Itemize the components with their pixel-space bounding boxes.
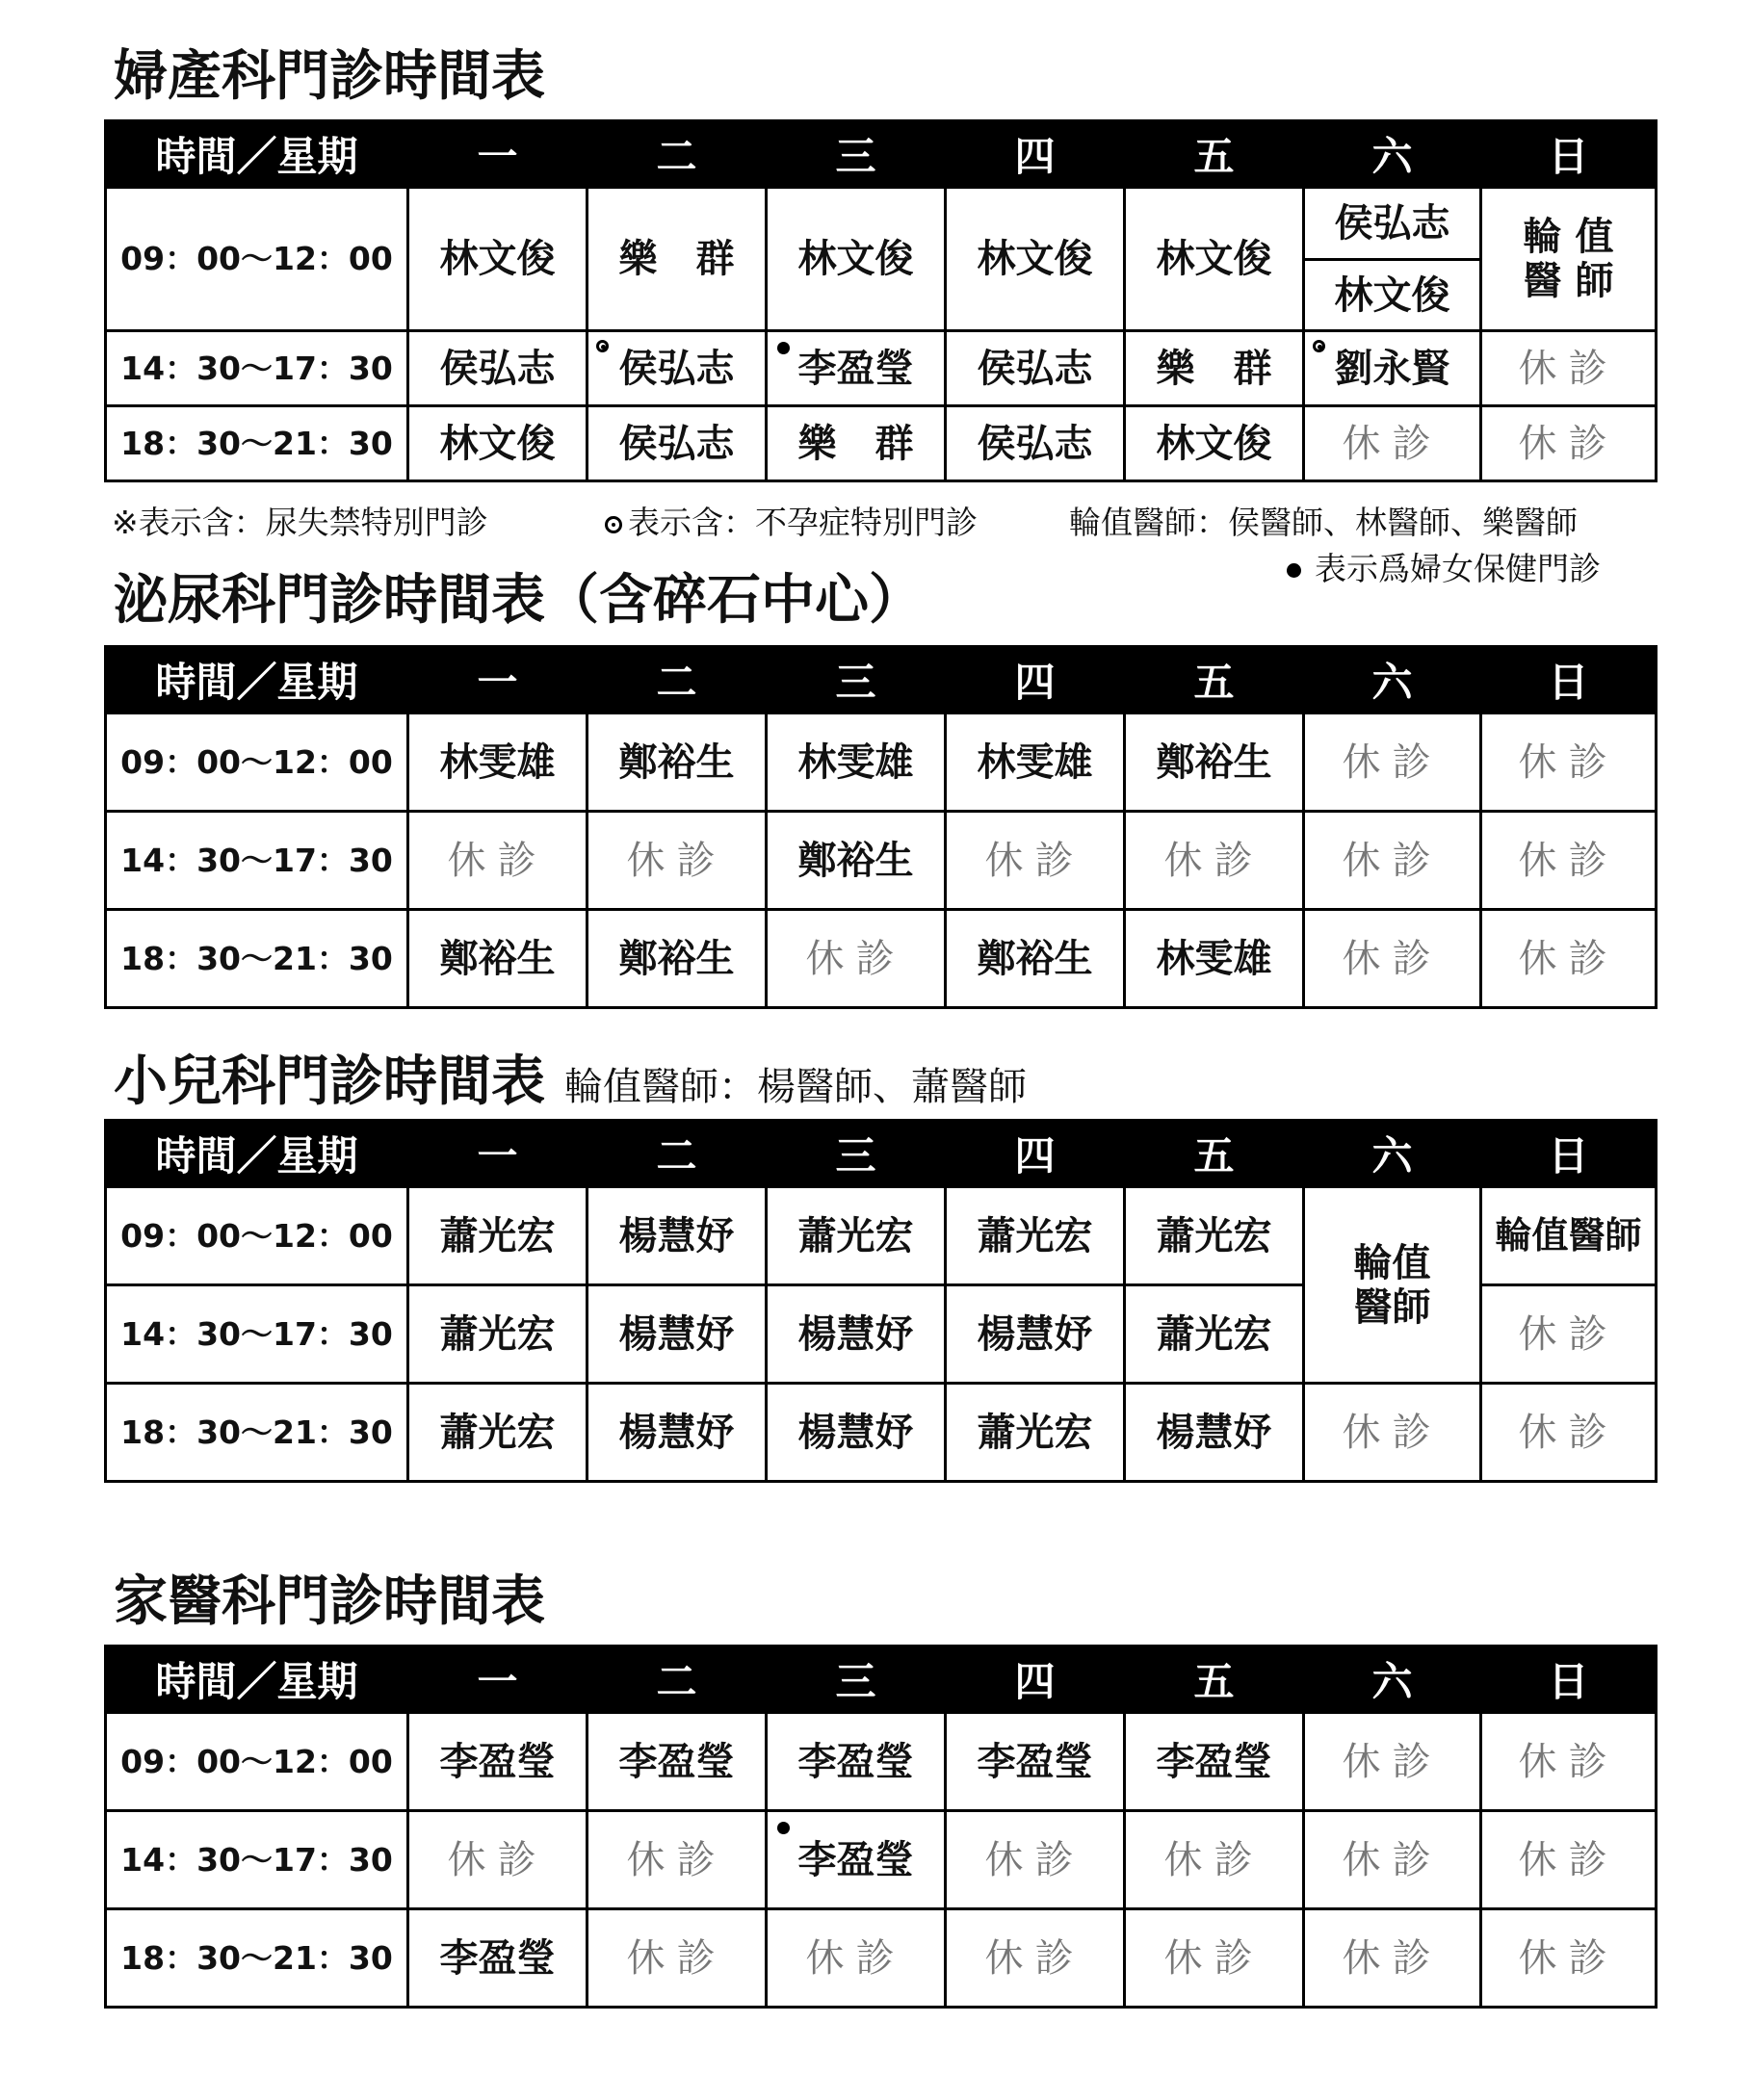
bullet-dot-icon xyxy=(1287,563,1301,578)
schedule-cell: 侯弘志 xyxy=(946,331,1125,406)
note-infertility-text: 表示含：不孕症特別門診 xyxy=(628,504,978,541)
header-wed: 三 xyxy=(767,121,946,188)
time-slot-evening: 18：30～21：30 xyxy=(106,910,408,1008)
table-row xyxy=(106,406,1657,481)
schedule-cell-closed: 休診 xyxy=(1304,1811,1481,1909)
header-row xyxy=(106,1121,1657,1187)
schedule-cell: 侯弘志 xyxy=(408,331,587,406)
time-slot-evening: 18：30～21：30 xyxy=(106,1909,408,2008)
schedule-cell: 侯弘志 xyxy=(946,406,1125,481)
schedule-cell: 樂 群 xyxy=(767,406,946,481)
table-row xyxy=(106,1187,1657,1285)
header-mon: 一 xyxy=(408,1646,587,1713)
schedule-cell-closed: 休診 xyxy=(1481,1811,1657,1909)
time-slot-morning: 09：00～12：00 xyxy=(106,1187,408,1285)
schedule-cell-closed: 休診 xyxy=(1304,406,1481,481)
schedule-cell: 林文俊 xyxy=(1125,406,1304,481)
schedule-cell-closed: 休診 xyxy=(587,1909,767,2008)
header-thu: 四 xyxy=(946,121,1125,188)
ped-title xyxy=(114,1050,1027,1113)
schedule-cell: 侯弘志 xyxy=(587,406,767,481)
table-row xyxy=(106,1811,1657,1909)
time-slot-morning: 09：00～12：00 xyxy=(106,188,408,331)
schedule-cell: 鄭裕生 xyxy=(587,910,767,1008)
time-slot-evening: 18：30～21：30 xyxy=(106,1384,408,1482)
schedule-cell: 鄭裕生 xyxy=(408,910,587,1008)
schedule-cell-closed: 休診 xyxy=(1481,331,1657,406)
note-womens-health-text: 表示爲婦女保健門診 xyxy=(1315,550,1601,587)
schedule-cell: 輪值 醫師 xyxy=(1304,1187,1481,1384)
schedule-cell: 林雯雄 xyxy=(946,713,1125,812)
header-row xyxy=(106,1646,1657,1713)
schedule-cell-closed: 休診 xyxy=(1481,910,1657,1008)
schedule-cell: 輪值醫師 xyxy=(1481,1187,1657,1285)
ped-schedule-table xyxy=(104,1119,1658,1483)
schedule-cell: 輪 值 醫 師 xyxy=(1481,188,1657,331)
schedule-cell: 蕭光宏 xyxy=(1125,1187,1304,1285)
schedule-cell: 林文俊 xyxy=(767,188,946,331)
header-time-weekday: 時間／星期 xyxy=(106,121,408,188)
header-wed: 三 xyxy=(767,1646,946,1713)
schedule-cell: 林文俊 xyxy=(1304,260,1481,331)
note-incontinence: ※表示含：尿失禁特別門診 xyxy=(112,504,488,541)
schedule-cell: 樂 群 xyxy=(587,188,767,331)
schedule-cell: 林文俊 xyxy=(946,188,1125,331)
schedule-cell: 林文俊 xyxy=(408,406,587,481)
schedule-cell-closed: 休診 xyxy=(1481,406,1657,481)
schedule-cell: 楊慧妤 xyxy=(587,1187,767,1285)
header-sat: 六 xyxy=(1304,647,1481,713)
header-row xyxy=(106,121,1657,188)
schedule-cell: 鄭裕生 xyxy=(767,812,946,910)
header-sun: 日 xyxy=(1481,647,1657,713)
schedule-cell: 李盈瑩 xyxy=(408,1713,587,1811)
note-womens-health xyxy=(1287,550,1601,587)
schedule-cell: 楊慧妤 xyxy=(946,1285,1125,1384)
table-row xyxy=(106,910,1657,1008)
schedule-cell: 鄭裕生 xyxy=(1125,713,1304,812)
schedule-cell-closed: 休診 xyxy=(1304,1713,1481,1811)
schedule-cell: 楊慧妤 xyxy=(767,1285,946,1384)
header-mon: 一 xyxy=(408,1121,587,1187)
schedule-cell: 鄭裕生 xyxy=(946,910,1125,1008)
schedule-cell-closed: 休診 xyxy=(1304,812,1481,910)
schedule-cell: 林文俊 xyxy=(408,188,587,331)
schedule-cell-closed: 休診 xyxy=(1481,1909,1657,2008)
schedule-cell: 蕭光宏 xyxy=(408,1187,587,1285)
fam-schedule-table xyxy=(104,1645,1658,2009)
header-wed: 三 xyxy=(767,1121,946,1187)
header-fri: 五 xyxy=(1125,121,1304,188)
header-sat: 六 xyxy=(1304,121,1481,188)
schedule-cell-closed: 休診 xyxy=(767,910,946,1008)
header-sat: 六 xyxy=(1304,1646,1481,1713)
schedule-cell: 蕭光宏 xyxy=(1125,1285,1304,1384)
schedule-cell-closed: 休診 xyxy=(1481,1384,1657,1482)
schedule-cell-closed: 休診 xyxy=(587,1811,767,1909)
bullseye-icon xyxy=(605,516,622,533)
header-time-weekday: 時間／星期 xyxy=(106,1646,408,1713)
schedule-cell-womens-health: 李盈瑩 xyxy=(767,1811,946,1909)
header-mon: 一 xyxy=(408,121,587,188)
schedule-cell: 李盈瑩 xyxy=(946,1713,1125,1811)
schedule-cell: 樂 群 xyxy=(1125,331,1304,406)
schedule-cell-closed: 休診 xyxy=(408,1811,587,1909)
header-thu: 四 xyxy=(946,1646,1125,1713)
time-slot-morning: 09：00～12：00 xyxy=(106,1713,408,1811)
header-fri: 五 xyxy=(1125,647,1304,713)
schedule-cell-closed: 休診 xyxy=(946,1811,1125,1909)
header-thu: 四 xyxy=(946,1121,1125,1187)
schedule-cell: 李盈瑩 xyxy=(767,1713,946,1811)
schedule-cell-closed: 休診 xyxy=(408,812,587,910)
table-row xyxy=(106,188,1657,260)
header-fri: 五 xyxy=(1125,1121,1304,1187)
schedule-cell-closed: 休診 xyxy=(1125,812,1304,910)
schedule-cell: 林雯雄 xyxy=(1125,910,1304,1008)
header-tue: 二 xyxy=(587,1121,767,1187)
uro-title: 泌尿科門診時間表（含碎石中心） xyxy=(114,569,923,632)
header-sun: 日 xyxy=(1481,1646,1657,1713)
time-slot-afternoon: 14：30～17：30 xyxy=(106,1285,408,1384)
header-sun: 日 xyxy=(1481,1121,1657,1187)
schedule-cell: 林雯雄 xyxy=(767,713,946,812)
schedule-cell-closed: 休診 xyxy=(587,812,767,910)
ped-title-text: 小兒科門診時間表 xyxy=(114,1050,545,1113)
header-fri: 五 xyxy=(1125,1646,1304,1713)
header-sun: 日 xyxy=(1481,121,1657,188)
table-row xyxy=(106,713,1657,812)
schedule-cell: 楊慧妤 xyxy=(767,1384,946,1482)
time-slot-afternoon: 14：30～17：30 xyxy=(106,812,408,910)
schedule-cell-closed: 休診 xyxy=(1481,812,1657,910)
schedule-cell-infertility: 劉永賢 xyxy=(1304,331,1481,406)
schedule-cell: 林雯雄 xyxy=(408,713,587,812)
note-infertility xyxy=(605,504,978,541)
header-wed: 三 xyxy=(767,647,946,713)
header-tue: 二 xyxy=(587,121,767,188)
header-tue: 二 xyxy=(587,1646,767,1713)
schedule-cell: 蕭光宏 xyxy=(946,1384,1125,1482)
schedule-cell: 蕭光宏 xyxy=(946,1187,1125,1285)
gyn-title: 婦產科門診時間表 xyxy=(114,45,545,108)
table-row xyxy=(106,1909,1657,2008)
schedule-cell: 鄭裕生 xyxy=(587,713,767,812)
schedule-cell-closed: 休診 xyxy=(1304,1909,1481,2008)
schedule-cell: 蕭光宏 xyxy=(408,1384,587,1482)
schedule-cell-infertility: 侯弘志 xyxy=(587,331,767,406)
header-tue: 二 xyxy=(587,647,767,713)
schedule-cell-closed: 休診 xyxy=(1481,713,1657,812)
header-row xyxy=(106,647,1657,713)
time-slot-afternoon: 14：30～17：30 xyxy=(106,331,408,406)
time-slot-evening: 18：30～21：30 xyxy=(106,406,408,481)
schedule-cell-closed: 休診 xyxy=(1304,1384,1481,1482)
schedule-cell-closed: 休診 xyxy=(1125,1909,1304,2008)
schedule-cell: 楊慧妤 xyxy=(1125,1384,1304,1482)
note-rotation-doctors: 輪值醫師：侯醫師、林醫師、樂醫師 xyxy=(1069,504,1578,541)
schedule-cell-closed: 休診 xyxy=(946,1909,1125,2008)
schedule-cell-closed: 休診 xyxy=(1125,1811,1304,1909)
header-time-weekday: 時間／星期 xyxy=(106,647,408,713)
table-row xyxy=(106,812,1657,910)
schedule-cell-closed: 休診 xyxy=(1304,910,1481,1008)
ped-rotation-doctors: 輪值醫師：楊醫師、蕭醫師 xyxy=(564,1065,1027,1109)
gyn-schedule-table xyxy=(104,119,1658,482)
schedule-cell: 蕭光宏 xyxy=(767,1187,946,1285)
table-row xyxy=(106,1384,1657,1482)
schedule-cell: 楊慧妤 xyxy=(587,1384,767,1482)
header-mon: 一 xyxy=(408,647,587,713)
schedule-cell: 林文俊 xyxy=(1125,188,1304,331)
schedule-cell: 李盈瑩 xyxy=(587,1713,767,1811)
schedule-cell-closed: 休診 xyxy=(1481,1285,1657,1384)
schedule-cell: 楊慧妤 xyxy=(587,1285,767,1384)
fam-title: 家醫科門診時間表 xyxy=(114,1570,545,1633)
schedule-cell: 李盈瑩 xyxy=(408,1909,587,2008)
time-slot-morning: 09：00～12：00 xyxy=(106,713,408,812)
schedule-cell: 侯弘志 xyxy=(1304,188,1481,260)
table-row xyxy=(106,1713,1657,1811)
header-thu: 四 xyxy=(946,647,1125,713)
uro-schedule-table xyxy=(104,645,1658,1009)
schedule-cell-womens-health: 李盈瑩 xyxy=(767,331,946,406)
header-time-weekday: 時間／星期 xyxy=(106,1121,408,1187)
table-row xyxy=(106,331,1657,406)
header-sat: 六 xyxy=(1304,1121,1481,1187)
time-slot-afternoon: 14：30～17：30 xyxy=(106,1811,408,1909)
schedule-cell: 蕭光宏 xyxy=(408,1285,587,1384)
schedule-cell-closed: 休診 xyxy=(1481,1713,1657,1811)
schedule-cell: 李盈瑩 xyxy=(1125,1713,1304,1811)
schedule-cell-closed: 休診 xyxy=(1304,713,1481,812)
schedule-cell-closed: 休診 xyxy=(767,1909,946,2008)
schedule-cell-closed: 休診 xyxy=(946,812,1125,910)
